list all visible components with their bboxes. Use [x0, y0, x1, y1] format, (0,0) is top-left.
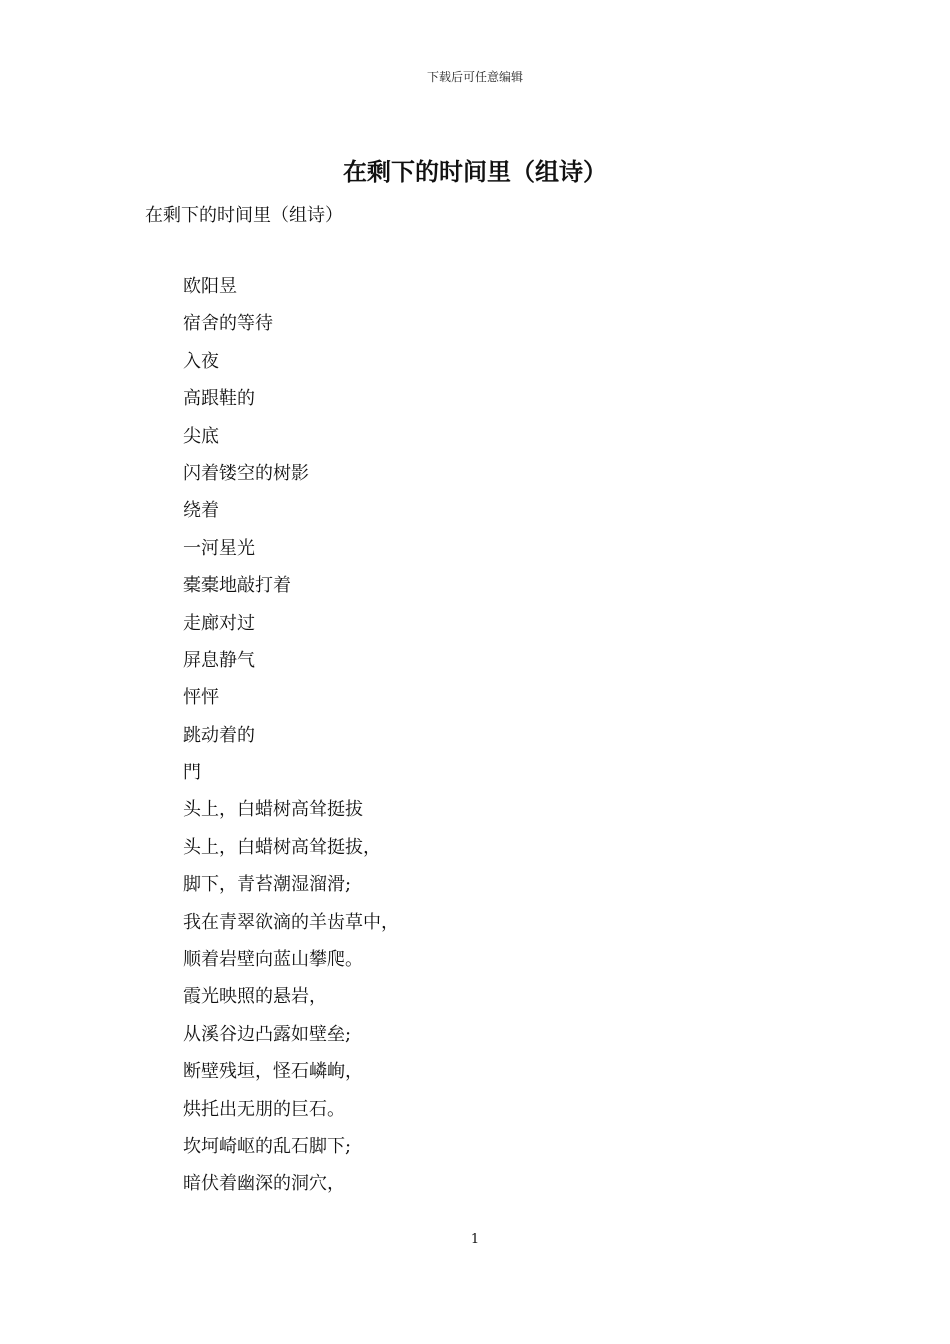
poem-line: 烘托出无朋的巨石。 [183, 1098, 345, 1120]
page-title: 在剩下的时间里（组诗） [343, 158, 607, 186]
poem-line: 头上，白蜡树高耸挺拔 [183, 799, 363, 821]
poem-line: 一河星光 [183, 537, 255, 559]
poem-line: 脚下，青苔潮湿溜滑; [183, 874, 352, 896]
poem-line: 断壁残垣，怪石嶙峋， [183, 1061, 363, 1083]
poem-line: 坎坷崎岖的乱石脚下; [183, 1135, 352, 1157]
poem-line: 尖底 [183, 425, 219, 447]
poem-line: 怦怦 [183, 687, 219, 709]
poem-line: 闪着镂空的树影 [183, 462, 309, 484]
poem-line: 顺着岩壁向蓝山攀爬。 [183, 949, 363, 971]
poem-lines [183, 274, 399, 1209]
poem-line: 宿舍的等待 [183, 313, 273, 335]
poem-line: 屏息静气 [183, 649, 255, 671]
poem-line: 我在青翠欲滴的羊齿草中， [183, 911, 399, 933]
subtitle: 在剩下的时间里（组诗） [145, 205, 343, 226]
poem-line: 绕着 [183, 500, 219, 522]
poem-line: 暗伏着幽深的洞穴， [183, 1173, 345, 1195]
poem-line: 从溪谷边凸露如壁垒; [183, 1023, 352, 1045]
poem-line: 欧阳昱 [183, 276, 237, 297]
poem-line: 跳动着的 [183, 724, 255, 746]
poem-line: 橐橐地敲打着 [183, 575, 291, 597]
poem-line: 高跟鞋的 [183, 388, 255, 410]
poem-line: 入夜 [183, 350, 219, 372]
poem-line: 走廊对过 [183, 612, 255, 634]
header-note: 下载后可任意编辑 [426, 70, 523, 84]
poem-line: 头上，白蜡树高耸挺拔， [183, 836, 381, 858]
poem-line: 門 [183, 762, 201, 784]
page-number: 1 [470, 1232, 480, 1247]
poem-line: 霞光映照的悬岩， [183, 986, 327, 1008]
